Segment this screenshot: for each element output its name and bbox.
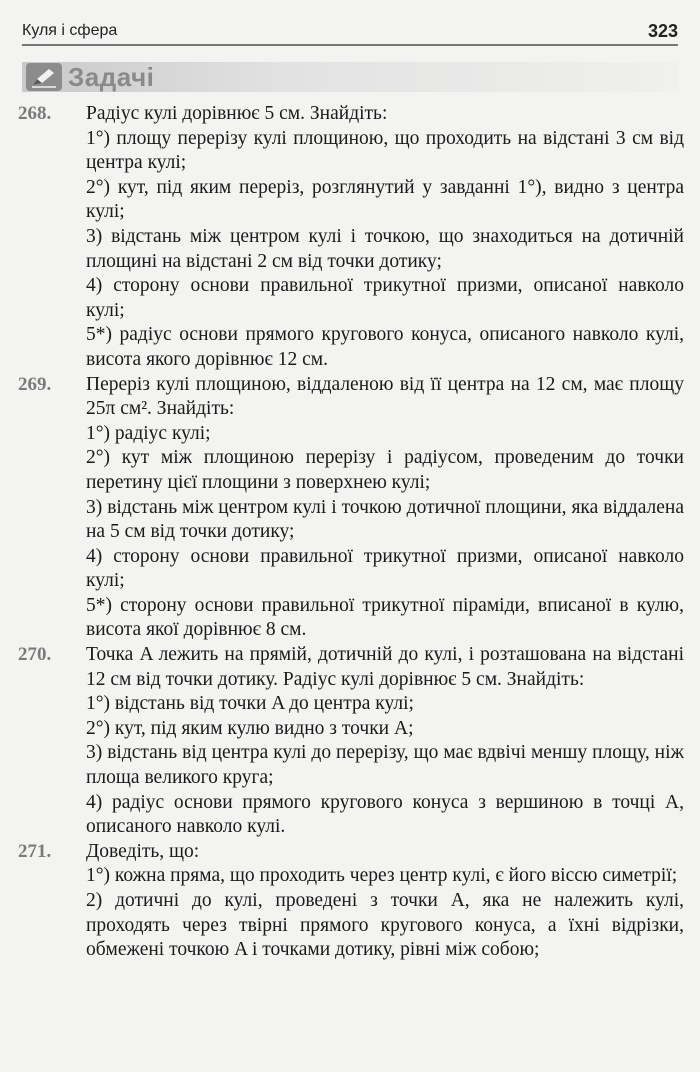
problem-item: 4) радіус основи прямого кругового конуса з вершиною в точці A, описаного навколо кулі.: [86, 791, 684, 838]
problem-item: 3) відстань від центра кулі до перерізу, що має вдвічі меншу площу, ніж площа великого круга;: [86, 742, 684, 789]
problem-number: 268.: [18, 103, 52, 124]
problem-item: 3) відстань між центром кулі і точкою дотичної площини, яка віддалена на 5 см від точки дотику;: [86, 496, 684, 543]
problem-number: 271.: [18, 840, 52, 862]
problem-271: [18, 840, 684, 963]
problem-intro: Доведіть, що:: [86, 840, 200, 862]
section-title: Задачі: [68, 61, 155, 92]
pencil-icon: [26, 63, 62, 91]
problem-item: 1°) радіус кулі;: [86, 422, 211, 444]
page-header: [22, 14, 678, 46]
problem-item: 1°) площу перерізу кулі площиною, що проходить на відстані 3 см від центра кулі;: [86, 127, 684, 174]
problem-item: 2°) кут, під яким кулю видно з точки A;: [86, 717, 414, 739]
problem-item: 5*) радіус основи прямого кругового конуса, описаного навколо кулі, висота якого дорівнює 12 см.: [86, 324, 684, 370]
problem-269: [18, 373, 684, 644]
problem-item: 4) сторону основи правильної трикутної призми, описаної навколо кулі;: [86, 545, 684, 592]
problem-item: 3) відстань між центром кулі і точкою, що знаходиться на дотичній площині на відстані 2 см від точки дотику;: [86, 225, 684, 272]
problem-270: [18, 643, 684, 840]
problem-body: [86, 102, 684, 373]
problem-intro: Радіус кулі дорівнює 5 см. Знайдіть:: [86, 103, 388, 124]
problem-number: 270.: [18, 644, 52, 666]
problem-list: [18, 102, 684, 963]
problem-number: 269.: [18, 373, 52, 395]
problem-item: 2°) кут між площиною перерізу і радіусом, проведеним до точки перетину цієї площини з поверхнею кулі;: [86, 447, 684, 493]
problem-body: [86, 643, 684, 840]
problem-body: [86, 373, 684, 644]
problem-item: 4) сторону основи правильної трикутної призми, описаної навколо кулі;: [86, 275, 684, 321]
problem-268: [18, 102, 684, 373]
problem-body: [86, 840, 684, 963]
problem-item: 1°) відстань від точки A до центра кулі;: [86, 693, 414, 715]
problem-item: 2) дотичні до кулі, проведені з точки A, яка не належить кулі, проходять через твірні прямого кругового конуса, а їхні відрізки, обмежені точкою A і точками дотику, рівні між собою;: [86, 890, 684, 961]
problem-item: 5*) сторону основи правильної трикутної піраміди, вписаної в кулю, висота якої дорівнює 8 см.: [86, 594, 684, 641]
running-title: Куля і сфера: [22, 22, 118, 39]
page-number: 323: [647, 21, 678, 41]
section-heading: [22, 60, 154, 94]
problem-item: 2°) кут, під яким переріз, розглянутий у завданні 1°), видно з центра кулі;: [86, 176, 684, 223]
problem-item: 1°) кожна пряма, що проходить через центр кулі, є його віссю симетрії;: [86, 865, 678, 887]
problem-intro: Переріз кулі площиною, віддаленою від її центра на 12 см, має площу 25π см². Знайдіть:: [86, 373, 684, 420]
problem-intro: Точка A лежить на прямій, дотичній до кулі, і розташована на відстані 12 см від точки дотику. Радіус кулі дорівнює 5 см. Знайдіть:: [86, 644, 684, 690]
